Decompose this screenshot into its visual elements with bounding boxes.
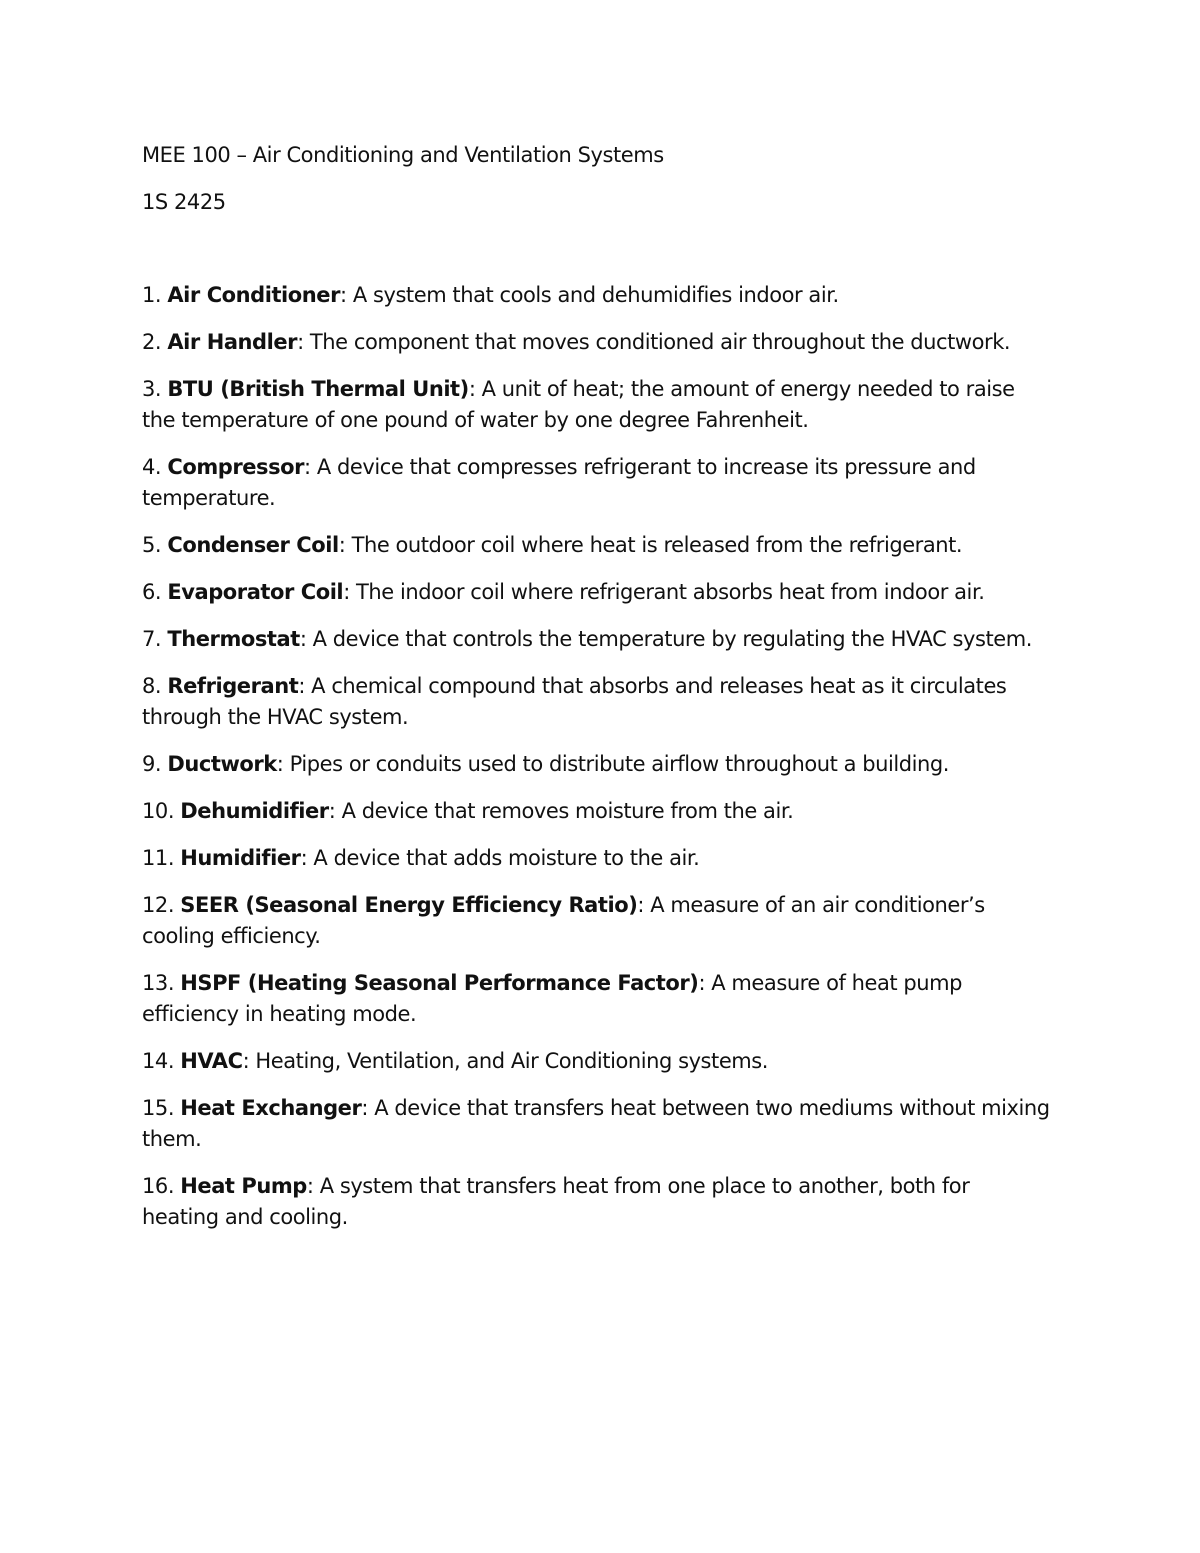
definition-item: [142, 1093, 1052, 1155]
definition-item: [142, 890, 1052, 952]
definition-text: : A chemical compound that absorbs and releases heat as it circulates through the HVAC system.: [142, 674, 1007, 729]
definition-text: : Pipes or conduits used to distribute airflow throughout a building.: [276, 752, 949, 776]
definition-item: [142, 327, 1052, 358]
definition-number: 9.: [142, 752, 162, 776]
definition-term: Heat Pump: [180, 1174, 307, 1198]
definition-term: Air Handler: [167, 330, 298, 354]
definition-term: Heat Exchanger: [180, 1096, 362, 1120]
definition-text: : Heating, Ventilation, and Air Conditioning systems.: [242, 1049, 769, 1073]
definition-term: Thermostat: [167, 627, 300, 651]
definition-item: [142, 1171, 1052, 1233]
definition-term: Humidifier: [180, 846, 301, 870]
definition-item: [142, 530, 1052, 561]
definition-number: 5.: [142, 533, 162, 557]
definition-text: : The indoor coil where refrigerant absorbs heat from indoor air.: [343, 580, 985, 604]
definition-number: 14.: [142, 1049, 175, 1073]
definition-text: : A system that cools and dehumidifies indoor air.: [339, 283, 839, 307]
definition-item: [142, 374, 1052, 436]
definition-item: [142, 749, 1052, 780]
definition-number: 3.: [142, 377, 162, 401]
definition-number: 10.: [142, 799, 175, 823]
definition-item: [142, 452, 1052, 514]
definition-term: HVAC: [180, 1049, 243, 1073]
definition-number: 7.: [142, 627, 162, 651]
definition-text: : A device that controls the temperature by regulating the HVAC system.: [299, 627, 1032, 651]
definition-number: 8.: [142, 674, 162, 698]
course-code: 1S 2425: [142, 190, 226, 214]
definition-item: [142, 843, 1052, 874]
definition-term: HSPF (Heating Seasonal Performance Factor): [180, 971, 699, 995]
definition-item: [142, 671, 1052, 733]
definition-item: [142, 624, 1052, 655]
definition-text: : A device that transfers heat between two mediums without mixing them.: [142, 1096, 1050, 1151]
definition-item: [142, 280, 1052, 311]
definition-term: Condenser Coil: [167, 533, 339, 557]
definition-term: SEER (Seasonal Energy Efficiency Ratio): [180, 893, 638, 917]
definition-text: : A device that compresses refrigerant to increase its pressure and temperature.: [142, 455, 976, 510]
definition-number: 6.: [142, 580, 162, 604]
definition-item: [142, 577, 1052, 608]
definition-number: 13.: [142, 971, 175, 995]
definition-term: Dehumidifier: [180, 799, 329, 823]
definition-text: : A device that adds moisture to the air.: [300, 846, 700, 870]
definition-item: [142, 1046, 1052, 1077]
definition-term: Ductwork: [167, 752, 277, 776]
definition-term: Air Conditioner: [167, 283, 340, 307]
definition-item: [142, 796, 1052, 827]
definition-term: Refrigerant: [167, 674, 299, 698]
definition-text: : A measure of heat pump efficiency in heating mode.: [142, 971, 963, 1026]
definition-text: : The component that moves conditioned air throughout the ductwork.: [297, 330, 1011, 354]
definition-term: Compressor: [167, 455, 305, 479]
definition-text: : A unit of heat; the amount of energy needed to raise the temperature of one pound of water by one degree Fahrenheit.: [142, 377, 1015, 432]
definition-number: 15.: [142, 1096, 175, 1120]
definitions-list: [142, 280, 1052, 1233]
definition-number: 16.: [142, 1174, 175, 1198]
definition-number: 4.: [142, 455, 162, 479]
definition-number: 11.: [142, 846, 175, 870]
definition-text: : A system that transfers heat from one place to another, both for heating and cooling.: [142, 1174, 970, 1229]
document-page: [142, 140, 1052, 1249]
definition-item: [142, 968, 1052, 1030]
definition-number: 1.: [142, 283, 162, 307]
definition-text: : A measure of an air conditioner’s cooling efficiency.: [142, 893, 985, 948]
definition-number: 12.: [142, 893, 175, 917]
definition-text: : The outdoor coil where heat is released from the refrigerant.: [338, 533, 963, 557]
definition-number: 2.: [142, 330, 162, 354]
definition-term: BTU (British Thermal Unit): [167, 377, 469, 401]
definition-term: Evaporator Coil: [167, 580, 344, 604]
course-title: MEE 100 – Air Conditioning and Ventilation Systems: [142, 143, 664, 167]
definition-text: : A device that removes moisture from the air.: [328, 799, 794, 823]
